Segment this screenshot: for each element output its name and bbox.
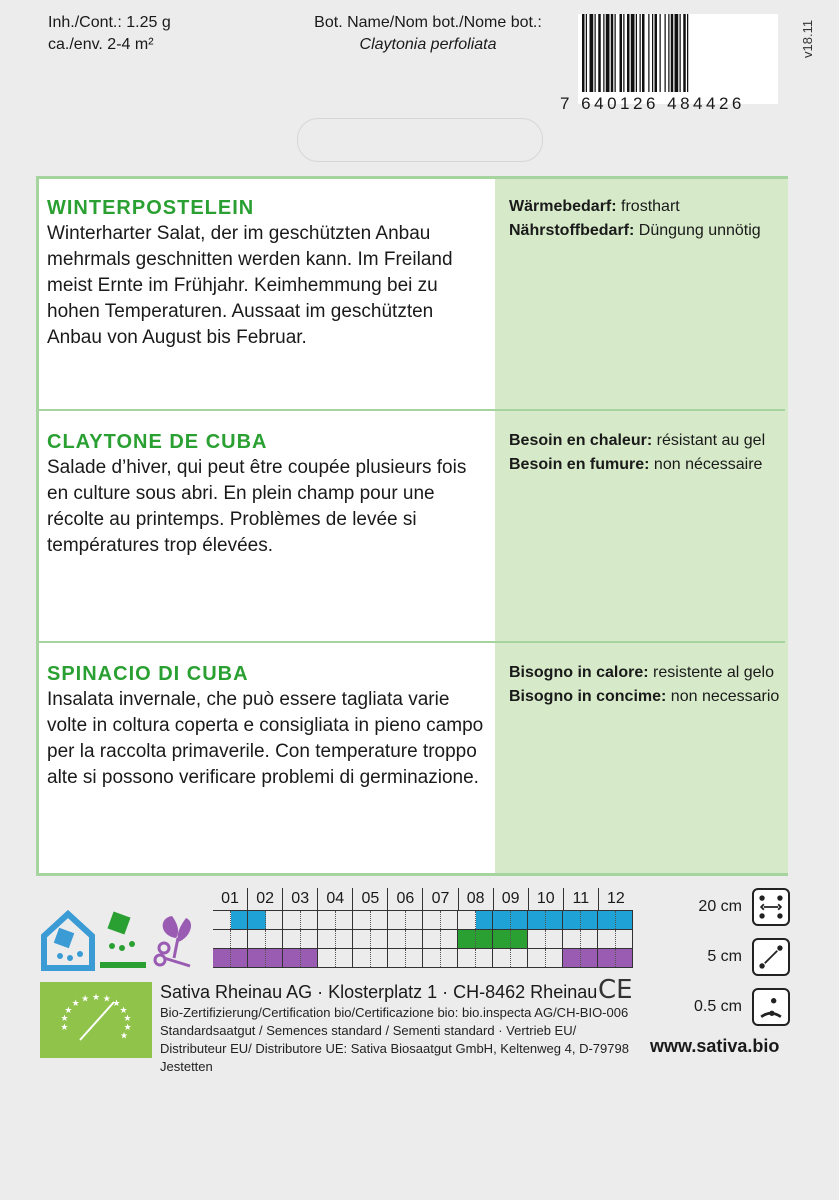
calendar-cell — [371, 930, 389, 948]
packet-contents — [48, 12, 171, 56]
month-label: 01 — [213, 888, 248, 910]
calendar-cell — [458, 949, 476, 967]
calendar-cell — [546, 911, 564, 929]
calendar-cell — [616, 930, 634, 948]
calendar-cell — [511, 949, 529, 967]
calendar-cell — [441, 911, 459, 929]
outdoor-sowing-icon — [98, 908, 148, 972]
plant-spacing-icon — [752, 938, 790, 976]
company-address: Sativa Rheinau AG · Klosterplatz 1 · CH-8462 Rheinau — [160, 982, 598, 1002]
section-text: Insalata invernale, che può essere tagliata varie volte in coltura coperta e consigliata in pieno campo per la raccolta primaverile. Con temperature troppo alte si possono verificare problemi di germinazione. — [47, 689, 484, 788]
plant-spacing-value: 5 cm — [707, 948, 742, 965]
calendar-cell — [493, 949, 511, 967]
svg-text:★: ★ — [102, 993, 111, 1004]
calendar-cell — [231, 949, 249, 967]
calendar-cell — [406, 911, 424, 929]
barcode — [578, 14, 778, 104]
month-label: 02 — [248, 888, 283, 910]
row-spacing-icon — [752, 888, 790, 926]
calendar-cell — [598, 930, 616, 948]
calendar-cell — [528, 911, 546, 929]
calendar-cell — [581, 930, 599, 948]
calendar-cell — [511, 930, 529, 948]
month-label: 04 — [318, 888, 353, 910]
svg-text:★: ★ — [91, 992, 101, 1002]
fert-label: Bisogno in concime: — [509, 688, 667, 705]
calendar-cell — [283, 930, 301, 948]
month-label: 05 — [353, 888, 388, 910]
calendar-cell — [546, 949, 564, 967]
calendar-cell — [476, 930, 494, 948]
sowing-calendar — [213, 888, 633, 968]
calendar-cell — [598, 949, 616, 967]
calendar-cell — [563, 949, 581, 967]
fert-label: Nährstoffbedarf: — [509, 222, 635, 239]
calendar-cell — [318, 911, 336, 929]
month-label: 03 — [283, 888, 318, 910]
calendar-cell — [423, 911, 441, 929]
requirements-fr — [509, 429, 765, 477]
section-title: CLAYTONE DE CUBA — [47, 431, 268, 453]
month-label: 07 — [423, 888, 458, 910]
hang-hole — [297, 118, 543, 162]
main-panel — [36, 176, 788, 876]
calendar-cell — [423, 949, 441, 967]
eu-organic-logo — [40, 982, 152, 1058]
svg-text:★: ★ — [112, 997, 121, 1008]
botanical-name: Claytonia perfoliata — [359, 36, 497, 53]
requirements-column — [495, 179, 788, 873]
section-text: Salade d’hiver, qui peut être coupée plusieurs fois en culture sous abri. En plein champ pour une récolte au printemps. Problèmes de levée si températures trop élevées. — [47, 457, 467, 556]
calendar-cell — [528, 930, 546, 948]
calendar-cell — [301, 911, 319, 929]
calendar-cell — [458, 930, 476, 948]
ce-mark: CE — [598, 975, 633, 1005]
standard-line: Standardsaatgut / Semences standard / Sementi standard · Vertrieb EU/ Distributeur EU/ Distributore UE: Sativa Biosaatgut GmbH, Keltenweg 4, D-79798 Jestetten — [160, 1023, 629, 1074]
section-it — [47, 661, 487, 791]
company-info — [160, 980, 640, 1076]
fert-label: Besoin en fumure: — [509, 456, 650, 473]
heat-value: résistant au gel — [656, 432, 766, 449]
calendar-cell — [458, 911, 476, 929]
calendar-cell — [248, 930, 266, 948]
calendar-cell — [371, 911, 389, 929]
section-title: SPINACIO DI CUBA — [47, 663, 249, 685]
botanical-name-block — [308, 12, 548, 56]
sowing-depth-icon — [752, 988, 790, 1026]
svg-text:★: ★ — [119, 1004, 128, 1015]
heat-label: Besoin en chaleur: — [509, 432, 653, 449]
heat-value: resistente al gelo — [653, 664, 774, 681]
sowing-depth-value: 0.5 cm — [693, 998, 742, 1015]
calendar-cell — [441, 930, 459, 948]
calendar-months — [213, 888, 633, 910]
calendar-cell — [616, 949, 634, 967]
sowing-depth — [680, 988, 790, 1028]
weight-line: Inh./Cont.: 1.25 g — [48, 14, 171, 31]
calendar-cell — [476, 949, 494, 967]
svg-text:★: ★ — [71, 997, 80, 1008]
harvest-icon — [150, 908, 198, 972]
month-label: 11 — [564, 888, 599, 910]
calendar-cell — [301, 930, 319, 948]
calendar-cell — [231, 930, 249, 948]
calendar-cell — [581, 911, 599, 929]
calendar-cell — [441, 949, 459, 967]
calendar-cell — [423, 930, 441, 948]
calendar-row-harvest — [213, 948, 633, 968]
calendar-cell — [563, 911, 581, 929]
section-text: Winterharter Salat, der im geschützten Anbau mehrmals geschnitten werden kann. Im Freiland meist Ernte im Frühjahr. Keimhemmung bei zu hohen Temperaturen. Aussaat im geschützten Anbau von August bis Februar. — [47, 223, 453, 348]
svg-text:★: ★ — [60, 1013, 69, 1024]
fert-value: non nécessaire — [653, 456, 763, 473]
area-line: ca./env. 2-4 m² — [48, 36, 154, 53]
calendar-cell — [266, 949, 284, 967]
barcode-number: 7 640126 484426 — [560, 94, 745, 113]
botanical-label: Bot. Name/Nom bot./Nome bot.: — [314, 14, 542, 31]
calendar-cell — [616, 911, 634, 929]
website-link[interactable]: www.sativa.bio — [650, 1036, 780, 1056]
calendar-cell — [318, 949, 336, 967]
svg-text:★: ★ — [120, 1030, 129, 1041]
calendar-cell — [231, 911, 249, 929]
month-label: 06 — [388, 888, 423, 910]
requirements-de — [509, 195, 761, 243]
section-de — [47, 195, 487, 351]
version-label: v18.11 — [800, 19, 815, 58]
requirements-it — [509, 661, 779, 709]
calendar-row-greenhouse — [213, 910, 633, 929]
calendar-cell — [248, 911, 266, 929]
calendar-cell — [353, 949, 371, 967]
calendar-cell — [546, 930, 564, 948]
svg-text:★: ★ — [60, 1022, 69, 1033]
calendar-row-outdoor — [213, 929, 633, 948]
calendar-cell — [406, 930, 424, 948]
calendar-cell — [213, 949, 231, 967]
calendar-cell — [336, 930, 354, 948]
calendar-cell — [283, 949, 301, 967]
svg-text:★: ★ — [81, 993, 90, 1004]
calendar-cell — [301, 949, 319, 967]
calendar-cell — [336, 911, 354, 929]
month-label: 12 — [607, 890, 625, 907]
calendar-cell — [266, 911, 284, 929]
plant-spacing — [680, 938, 790, 978]
calendar-cell — [388, 911, 406, 929]
calendar-cell — [493, 930, 511, 948]
calendar-cell — [528, 949, 546, 967]
calendar-cell — [371, 949, 389, 967]
calendar-cell — [353, 930, 371, 948]
section-fr — [47, 429, 487, 559]
greenhouse-sowing-icon — [40, 908, 96, 972]
calendar-cell — [318, 930, 336, 948]
row-spacing — [680, 888, 790, 928]
section-divider — [39, 641, 785, 643]
calendar-cell — [388, 949, 406, 967]
svg-text:★: ★ — [123, 1022, 132, 1033]
row-spacing-value: 20 cm — [698, 898, 742, 915]
calendar-cell — [511, 911, 529, 929]
fert-value: Düngung unnötig — [638, 222, 761, 239]
fert-value: non necessario — [670, 688, 780, 705]
calendar-cell — [406, 949, 424, 967]
calendar-cell — [581, 949, 599, 967]
section-divider — [39, 409, 785, 411]
heat-value: frosthart — [621, 198, 680, 215]
certification-line: Bio-Zertifizierung/Certification bio/Certificazione bio: bio.inspecta AG/CH-BIO-006 — [160, 1005, 629, 1020]
month-label: 08 — [459, 888, 494, 910]
svg-text:★: ★ — [64, 1004, 73, 1015]
calendar-cell — [353, 911, 371, 929]
heat-label: Bisogno in calore: — [509, 664, 649, 681]
calendar-cell — [493, 911, 511, 929]
section-title: WINTERPOSTELEIN — [47, 197, 255, 219]
calendar-cell — [266, 930, 284, 948]
heat-label: Wärmebedarf: — [509, 198, 617, 215]
calendar-cell — [476, 911, 494, 929]
calendar-cell — [598, 911, 616, 929]
calendar-cell — [213, 911, 231, 929]
calendar-cell — [388, 930, 406, 948]
month-label: 09 — [494, 888, 529, 910]
calendar-cell — [248, 949, 266, 967]
svg-text:★: ★ — [123, 1013, 132, 1024]
month-label: 10 — [529, 888, 564, 910]
calendar-cell — [213, 930, 231, 948]
calendar-cell — [336, 949, 354, 967]
calendar-cell — [283, 911, 301, 929]
calendar-cell — [563, 930, 581, 948]
